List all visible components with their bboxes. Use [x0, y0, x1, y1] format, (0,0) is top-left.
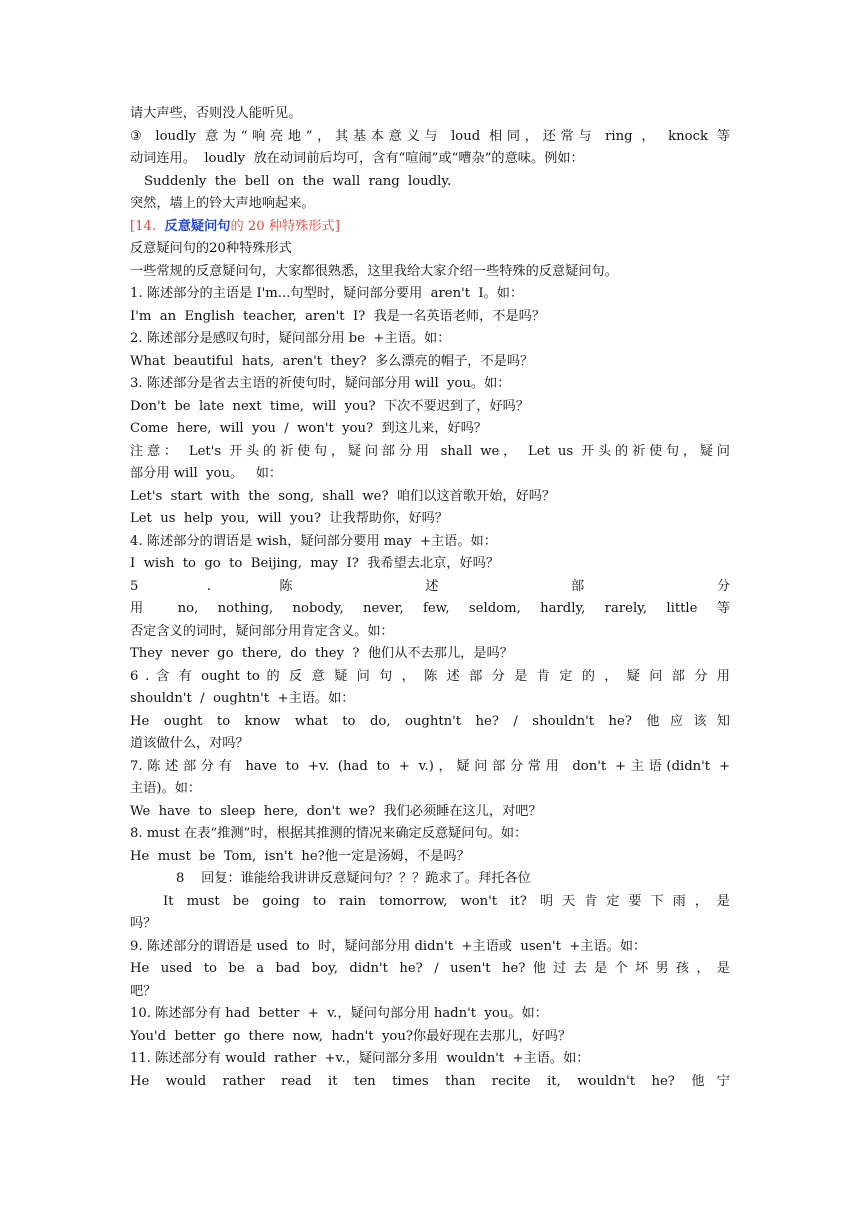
text-line: He would rather read it ten times than recite it, wouldn't he? 他宁	[130, 1073, 730, 1089]
text-line: 否定含义的词时，疑问部分用肯定含义。如：	[130, 623, 394, 639]
text-line: shouldn't / oughtn't +主语。如：	[130, 691, 355, 706]
text-line: What beautiful hats, aren't they? 多么漂亮的帽子，不是吗？	[130, 353, 534, 369]
text-line: 4. 陈述部分的谓语是 wish，疑问部分要用 may +主语。如：	[130, 533, 497, 549]
text-line: He used to be a bad boy, didn't he? / usen't he?他过去是个坏男孩，是	[130, 961, 730, 976]
text-line: 吗？	[130, 916, 157, 931]
text-line: 道该做什么，对吗？	[130, 736, 249, 751]
text-line: 突然，墙上的铃大声地响起来。	[130, 196, 315, 211]
text-line: 动词连用。 loudly 放在动词前后均可，含有“喧闹”或“嘈杂”的意味。例如：	[130, 151, 584, 166]
text-line: 吧？	[130, 983, 157, 999]
text-line: 11. 陈述部分有 would rather +v.，疑问部分多用 wouldn't +主语。如：	[130, 1051, 590, 1066]
text-line: He ought to know what to do, oughtn't he? / shouldn't he? 他应该知	[130, 713, 730, 729]
text-line: Suddenly the bell on the wall rang loudly.	[144, 173, 452, 189]
text-line: Let's start with the song, shall we? 咱们以这首歌开始，好吗？	[130, 488, 556, 504]
text-line: He must be Tom, isn't he?他一定是汤姆，不是吗？	[130, 848, 470, 864]
text-line: 8. must 在表“推测”时，根据其推测的情况来确定反意疑问句。如：	[130, 826, 528, 841]
text-line: I'm an English teacher, aren't I? 我是一名英语老师，不是吗？	[130, 308, 546, 324]
text-line: 1. 陈述部分的主语是 I'm...句型时，疑问部分要用 aren't I。如：	[130, 286, 524, 301]
text-line: I wish to go to Beijing, may I? 我希望去北京，好吗？	[130, 556, 500, 571]
document-body	[130, 103, 730, 1093]
text-line: Don't be late next time, will you? 下次不要迟到了，好吗？	[130, 398, 530, 414]
text-line: 主语)。如：	[130, 781, 202, 796]
text-line: 反意疑问句的20种特殊形式	[130, 241, 292, 256]
text-line: You'd better go there now, hadn't you?你最好现在去那儿，好吗？	[130, 1028, 572, 1044]
text-line: 3. 陈述部分是省去主语的祈使句时，疑问部分用 will you。如：	[130, 376, 511, 391]
text-line: 8 回复：谁能给我讲讲反意疑问句？？？跪求了。拜托各位	[176, 871, 531, 886]
text-line: 7.陈述部分有 have to +v. (had to + v.)，疑问部分常用 don't +主语(didn't +	[130, 758, 730, 774]
text-line: They never go there, do they ? 他们从不去那儿，是吗？	[130, 646, 513, 661]
text-line: 5 . 陈 述 部 分	[130, 578, 730, 594]
text-line: 部分用 will you。 如：	[130, 466, 283, 481]
text-line: It must be going to rain tomorrow, won't it? 明天肯定要下雨，是	[163, 893, 730, 909]
text-line: 6 . 含 有 ought to 的 反 意 疑 问 句 ， 陈 述 部 分 是 肯 定 的 ， 疑 问 部 分 用	[130, 668, 730, 684]
text-line: Come here, will you / won't you? 到这儿来，好吗？	[130, 421, 487, 436]
heading-rest: 的 20 种特殊形式]	[230, 218, 340, 234]
text-line: 2. 陈述部分是感叹句时，疑问部分用 be +主语。如：	[130, 331, 451, 346]
text-line: 一些常规的反意疑问句，大家都很熟悉，这里我给大家介绍一些特殊的反意疑问句。	[130, 263, 618, 279]
text-line: Let us help you, will you? 让我帮助你，好吗？	[130, 511, 449, 526]
text-line: 用 no, nothing, nobody, never, few, seldom, hardly, rarely, little 等	[130, 601, 730, 616]
heading-open: [14.	[130, 218, 165, 234]
text-line: 请大声些，否则没人能听见。	[130, 106, 302, 121]
text-line: 9. 陈述部分的谓语是 used to 时，疑问部分用 didn't +主语或 usen't +主语。如：	[130, 938, 647, 954]
heading-link[interactable]: 反意疑问句	[164, 218, 231, 234]
text-line: 注意： Let's 开头的祈使句，疑问部分用 shall we， Let us 开头的祈使句，疑问	[130, 443, 730, 459]
text-line: 10. 陈述部分有 had better + v.，疑问句部分用 hadn't you。如：	[130, 1006, 548, 1021]
section-heading	[130, 216, 730, 239]
text-line: We have to sleep here, don't we? 我们必须睡在这儿，对吧？	[130, 803, 542, 819]
text-line: ③ loudly 意为“响亮地”，其基本意义与 loud 相同，还常与 ring ， knock 等	[130, 128, 730, 144]
